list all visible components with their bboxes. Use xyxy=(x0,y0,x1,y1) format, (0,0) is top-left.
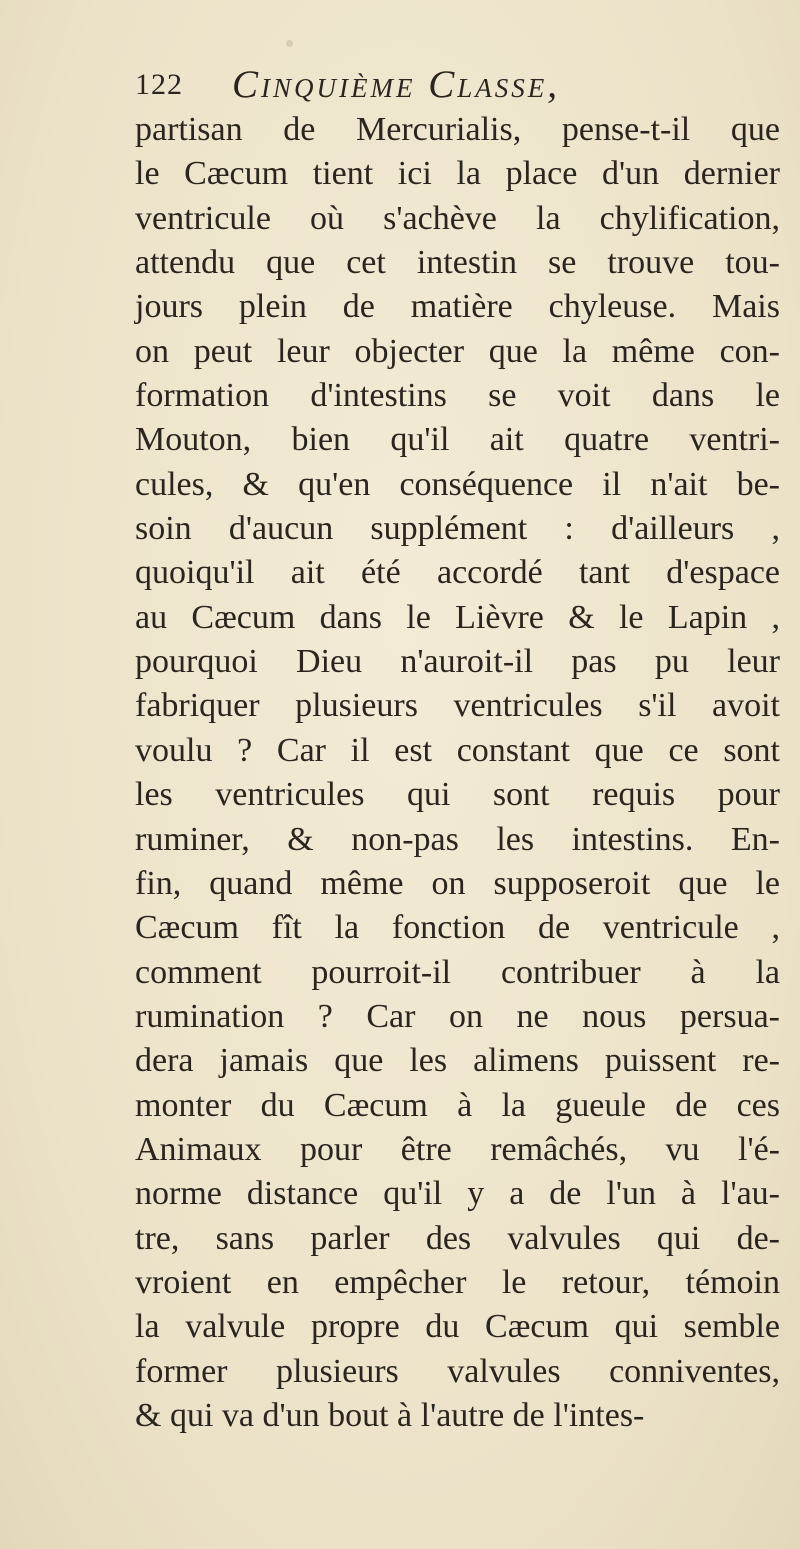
running-title: Cinquième Classe, xyxy=(232,63,560,106)
text-line: vroient en empêcher le retour, témoin xyxy=(135,1263,780,1301)
text-line: on peut leur objecter que la même con- xyxy=(135,332,780,370)
text-line: Cæcum fît la fonction de ventricule , xyxy=(135,909,780,947)
text-line: fabriquer plusieurs ventricules s'il avoit xyxy=(135,687,780,725)
text-line: dera jamais que les alimens puissent re- xyxy=(135,1042,780,1080)
page-header xyxy=(135,62,780,106)
text-line: fin, quand même on supposeroit que le xyxy=(135,864,780,902)
text-line: Mouton, bien qu'il ait quatre ventri- xyxy=(135,421,780,459)
text-line: partisan de Mercurialis, pense-t-il que xyxy=(135,111,780,148)
text-line: tre, sans parler des valvules qui de- xyxy=(135,1219,780,1257)
text-line: quoiqu'il ait été accordé tant d'espace xyxy=(135,554,780,592)
text-line: les ventricules qui sont requis pour xyxy=(135,776,780,814)
text-line: soin d'aucun supplément : d'ailleurs , xyxy=(135,510,780,548)
text-line: formation d'intestins se voit dans le xyxy=(135,377,780,415)
text-line: & qui va d'un bout à l'autre de l'intes- xyxy=(135,1396,645,1434)
text-line: pourquoi Dieu n'auroit-il pas pu leur xyxy=(135,643,780,681)
text-line: attendu que cet intestin se trouve tou- xyxy=(135,244,780,282)
body-text xyxy=(135,108,780,1438)
text-line: norme distance qu'il y a de l'un à l'au- xyxy=(135,1175,780,1213)
text-line: monter du Cæcum à la gueule de ces xyxy=(135,1086,780,1124)
text-line: cules, & qu'en conséquence il n'ait be- xyxy=(135,465,780,503)
page-number: 122 xyxy=(135,68,183,101)
text-line: le Cæcum tient ici la place d'un dernier xyxy=(135,155,780,193)
text-line: jours plein de matière chyleuse. Mais xyxy=(135,288,780,326)
text-line: la valvule propre du Cæcum qui semble xyxy=(135,1308,780,1346)
text-line: voulu ? Car il est constant que ce sont xyxy=(135,731,780,769)
text-line: ruminer, & non-pas les intestins. En- xyxy=(135,820,780,858)
text-line: Animaux pour être remâchés, vu l'é- xyxy=(135,1130,780,1168)
paper-speck xyxy=(286,40,293,47)
text-line: rumination ? Car on ne nous persua- xyxy=(135,997,780,1035)
text-line: comment pourroit-il contribuer à la xyxy=(135,953,780,991)
text-line: former plusieurs valvules conniventes, xyxy=(135,1352,780,1390)
text-line: ventricule où s'achève la chylification, xyxy=(135,199,780,237)
text-line: au Cæcum dans le Lièvre & le Lapin , xyxy=(135,598,780,636)
